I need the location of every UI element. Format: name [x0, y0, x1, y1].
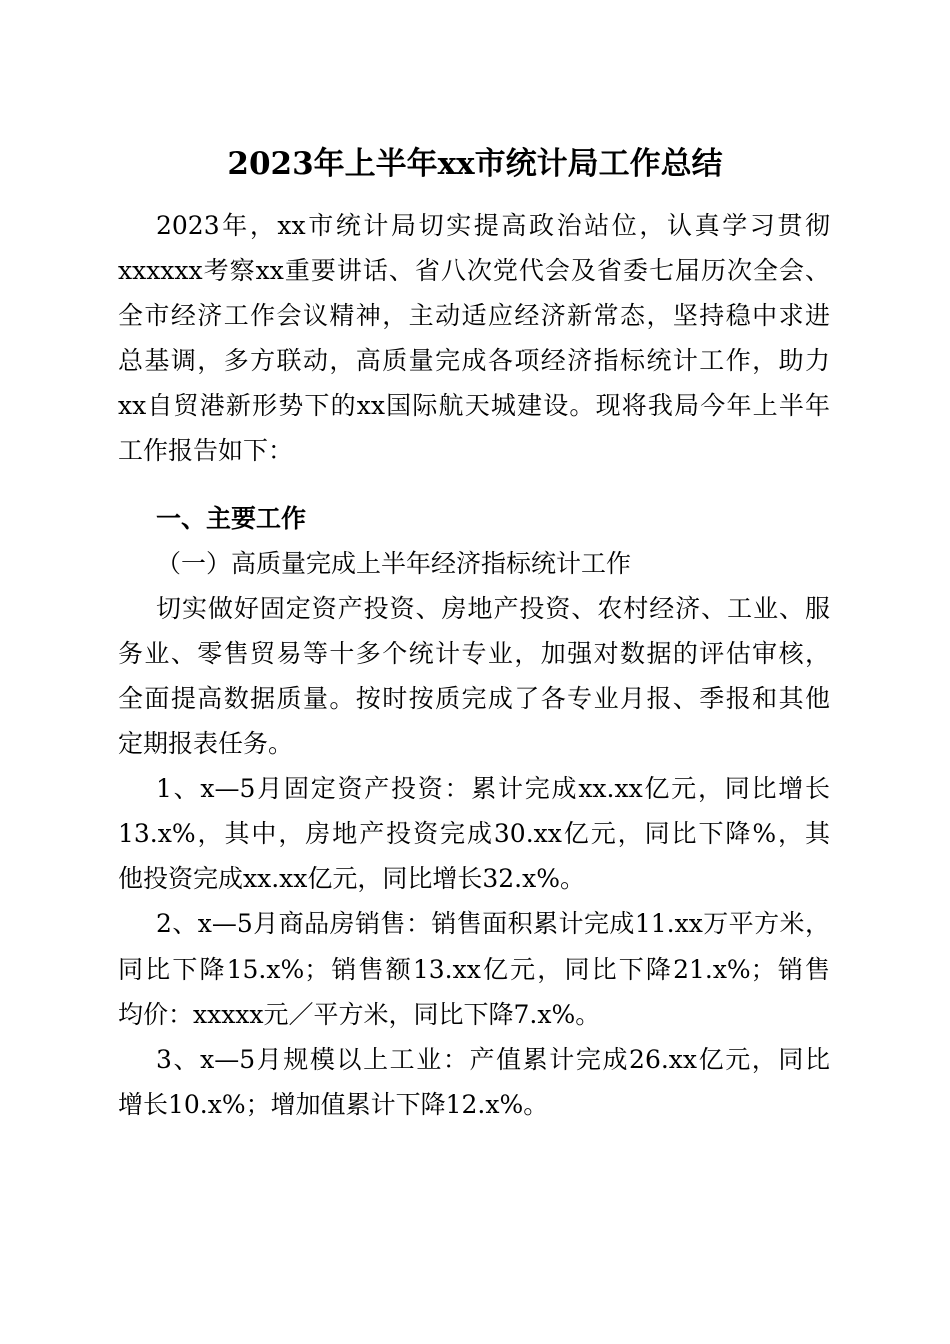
text-line: 定期报表任务。 [118, 729, 294, 759]
item-commercial-housing-sales [118, 901, 830, 1036]
text-line: 他投资完成xx.xx亿元，同比增长32.x%。 [118, 864, 585, 894]
section-heading: 一、主要工作 [156, 503, 307, 533]
document-body [118, 203, 830, 1127]
text-line: xx自贸港新形势下的xx国际航天城建设。现将我局今年上半年 [118, 391, 830, 421]
paragraph-stats-work [118, 586, 830, 766]
text-line: 总基调，多方联动，高质量完成各项经济指标统计工作，助力 [118, 346, 830, 376]
text-line: 均价：xxxxx元／平方米，同比下降7.x%。 [118, 999, 601, 1029]
text-line: 3、x—5月规模以上工业：产值累计完成26.xx亿元，同比 [156, 1044, 830, 1074]
item-fixed-asset-investment [118, 766, 830, 901]
text-line: 全面提高数据质量。按时按质完成了各专业月报、季报和其他 [118, 683, 830, 713]
subsection-heading: （一）高质量完成上半年经济指标统计工作 [156, 548, 632, 578]
text-line: 务业、零售贸易等十多个统计专业，加强对数据的评估审核， [118, 638, 830, 668]
text-line: 全市经济工作会议精神，主动适应经济新常态，坚持稳中求进 [118, 301, 830, 331]
text-line: 工作报告如下： [118, 436, 294, 466]
text-line: 13.x%，其中，房地产投资完成30.xx亿元，同比下降%，其 [118, 819, 830, 849]
text-line: 1、x—5月固定资产投资：累计完成xx.xx亿元，同比增长 [156, 774, 830, 804]
text-line: 2023年，xx市统计局切实提高政治站位，认真学习贯彻 [156, 211, 830, 240]
document-title: 2023年上半年xx市统计局工作总结 [227, 146, 723, 182]
text-line: xxxxxx考察xx重要讲话、省八次党代会及省委七届历次全会、 [118, 256, 830, 286]
text-line: 2、x—5月商品房销售：销售面积累计完成11.xx万平方米， [156, 909, 830, 939]
text-line: 切实做好固定资产投资、房地产投资、农村经济、工业、服 [156, 593, 830, 623]
item-industry-above-scale [118, 1037, 830, 1127]
text-line: 同比下降15.x%；销售额13.xx亿元，同比下降21.x%；销售 [118, 954, 830, 984]
intro-paragraph [118, 203, 830, 474]
text-line: 增长10.x%；增加值累计下降12.x%。 [118, 1089, 549, 1119]
